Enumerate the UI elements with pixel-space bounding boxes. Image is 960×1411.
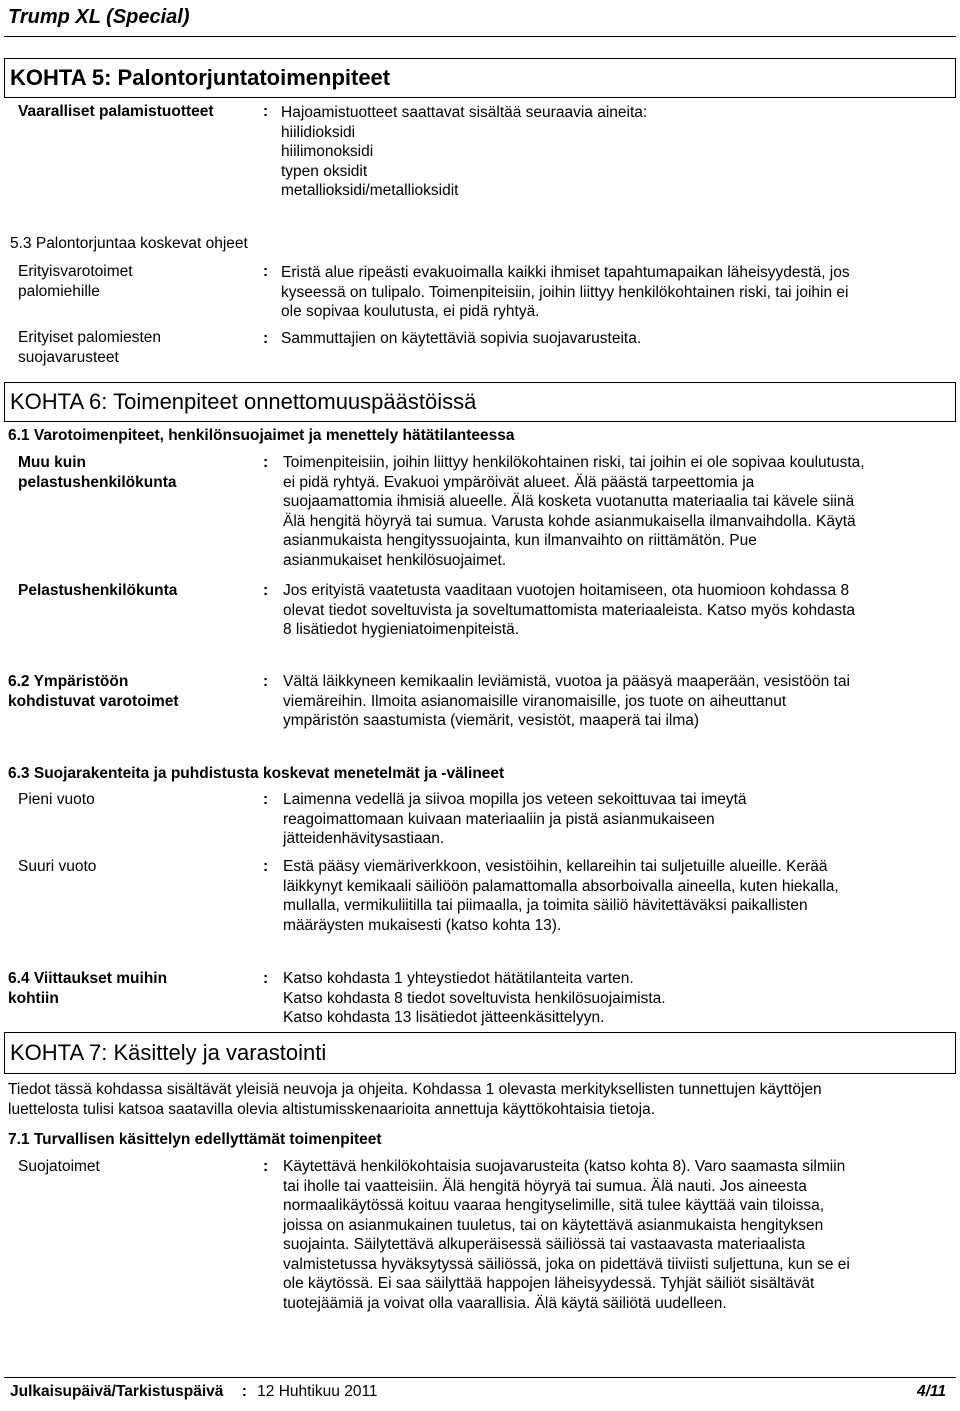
text-line: asianmukaista hengityssuojainta, kun ilmanvaihto on riittämätön. Pue [283, 532, 757, 549]
emergency-label: Pelastushenkilökunta [18, 582, 178, 599]
text-line: typen oksidit [281, 162, 368, 180]
text-line: Estä pääsy viemäriverkkoon, vesistöihin, kellareihin tai suljetuille alueille. Kerää [283, 858, 828, 875]
text-line: joissa on asianmukainen tuuletus, tai on käytettävä asianmukaista hengityksen [283, 1216, 824, 1234]
special-precautions-label [18, 262, 133, 302]
label-line: Erityiset palomiesten [18, 329, 162, 346]
text-line: kyseessä on tulipalo. Toimenpiteisiin, joihin liittyy henkilökohtainen riski, tai joihin ei [281, 283, 849, 301]
text-line: ei pidä ryhtyä. Evakuoi ympäröivät alueet. Älä päästä tarpeettomia ja [283, 473, 755, 491]
text-line: jätteidenhävitysastiaan. [283, 830, 445, 847]
page-number: 4/11 [916, 1383, 946, 1400]
label-line: kohtiin [8, 990, 59, 1007]
text-line: mullalla, vermikuliitilla tai piimaalla, ja toimita säiliö hävitettäväksi paikallisten [283, 897, 808, 914]
text-line: ole sopivaa koulutusta, ei pidä ryhtyä. [281, 303, 540, 320]
subsection-6-3-title: 6.3 Suojarakenteita ja puhdistusta koskevat menetelmät ja -välineet [8, 765, 505, 782]
subsection-6-2-label [8, 672, 179, 712]
label-line: kohdistuvat varotoimet [8, 693, 179, 710]
text-line: Eristä alue ripeästi evakuoimalla kaikki ihmiset tapahtumapaikan läheisyydestä, jos [281, 264, 850, 281]
footer-divider [4, 1377, 956, 1378]
large-spill-value [283, 857, 839, 935]
section6-title: KOHTA 6: Toimenpiteet onnettomuuspäästöissä [10, 389, 477, 414]
label-line: Erityisvarotoimet [18, 263, 133, 280]
text-line: Hajoamistuotteet saattavat sisältää seuraavia aineita: [281, 104, 648, 121]
text-line: suojaamattomia ihmisiä alueelle. Älä kosketa vuotanutta materiaalia tai kävele siinä [283, 493, 855, 510]
footer-date: 12 Huhtikuu 2011 [257, 1383, 378, 1400]
text-line: Katso kohdasta 8 tiedot soveltuvista henkilösuojaimista. [283, 989, 666, 1007]
label-line: 6.4 Viittaukset muihin [8, 970, 168, 987]
colon: : [263, 858, 269, 875]
label-line: palomiehille [18, 283, 100, 300]
text-line: tai iholle tai vaatteisiin. Älä hengitä höyryä tai sumua. Älä nauti. Jos aineesta [283, 1177, 807, 1195]
section7-title: KOHTA 7: Käsittely ja varastointi [10, 1040, 327, 1065]
special-precautions-value [281, 263, 850, 322]
label-line: Muu kuin [18, 454, 87, 471]
text-line: läikkynyt kemikaali säiliöön palamattomalla absorboivalla aineella, kuten hiekalla, [283, 877, 839, 895]
label-line: suojavarusteet [18, 349, 119, 366]
hazardous-products-label: Vaaralliset palamistuotteet [18, 103, 214, 120]
text-line: hiilidioksidi [281, 123, 356, 141]
small-spill-label: Pieni vuoto [18, 791, 95, 808]
emergency-value [283, 581, 855, 640]
colon: : [263, 263, 269, 280]
text-line: Vältä läikkyneen kemikaalin leviämistä, vuotoa ja pääsyä maaperään, vesistöön tai [283, 673, 850, 690]
text-line: hiilimonoksidi [281, 143, 374, 160]
label-line: 6.2 Ympäristöön [8, 673, 129, 690]
large-spill-label: Suuri vuoto [18, 858, 97, 875]
footer-revision [10, 1383, 378, 1401]
text-line: Katso kohdasta 1 yhteystiedot hätätilanteita varten. [283, 970, 634, 987]
section7-intro [8, 1080, 822, 1119]
non-emergency-value [283, 453, 865, 570]
small-spill-value [283, 790, 747, 849]
text-line: olevat tiedot soveltuvista ja soveltumattomista materiaaleista. Katso myös kohdasta [283, 601, 856, 619]
section5-title: KOHTA 5: Palontorjuntatoimenpiteet [10, 65, 391, 90]
text-line: valmistetussa hyväksytyssä säiliössä, joka on pidettävä tiiviisti suljettuna, kun se ei [283, 1255, 850, 1273]
subsection-6-1-title: 6.1 Varotoimenpiteet, henkilönsuojaimet ja menettely hätätilanteessa [8, 427, 515, 444]
text-line: normaalikäytössä koituu vaaraa hengityselimille, sitä tulee käyttää vain tiloissa, [283, 1197, 825, 1214]
hazardous-products-value [281, 103, 647, 201]
text-line: Jos erityistä vaatetusta vaaditaan vuotojen hoitamiseen, ota huomioon kohdassa 8 [283, 582, 850, 599]
text-line: reagoimattomaan kuivaan materiaaliin ja pistä asianmukaiseen [283, 810, 715, 828]
text-line: Käytettävä henkilökohtaisia suojavarusteita (katso kohta 8). Varo saamasta silmiin [283, 1158, 846, 1175]
subsection-6-2-value [283, 672, 850, 731]
text-line: 8 lisätiedot hygieniatoimenpiteistä. [283, 621, 520, 638]
colon: : [263, 791, 269, 808]
subsection-6-4-value [283, 969, 666, 1028]
subsection-7-1-title: 7.1 Turvallisen käsittelyn edellyttämät toimenpiteet [8, 1131, 382, 1148]
text-line: suojainta. Säilytettävä alkuperäisessä säiliössä tai vastaavasta materiaalista [283, 1236, 806, 1253]
protective-measures-label: Suojatoimet [18, 1158, 100, 1175]
header-divider [4, 36, 956, 37]
text-line: Laimenna vedellä ja siivoa mopilla jos veteen sekoittuvaa tai imeytä [283, 791, 747, 808]
text-line: asianmukaiset henkilösuojaimet. [283, 551, 507, 569]
text-line: ole käytössä. Ei saa säilyttää happojen läheisyydessä. Tyhjät säiliöt sisältävät [283, 1275, 815, 1292]
text-line: metallioksidi/metallioksidit [281, 182, 459, 199]
document-title: Trump XL (Special) [8, 6, 190, 28]
footer-label: Julkaisupäivä/Tarkistuspäivä [10, 1383, 224, 1400]
special-equipment-value [281, 329, 641, 349]
label-line: pelastushenkilökunta [18, 474, 177, 491]
text-line: Katso kohdasta 13 lisätiedot jätteenkäsittelyyn. [283, 1009, 605, 1026]
colon: : [241, 1383, 247, 1400]
special-equipment-label [18, 328, 161, 368]
text-line: Toimenpiteisiin, joihin liittyy henkilökohtainen riski, tai joihin ei ole sopivaa koulutusta, [283, 454, 865, 471]
colon: : [263, 970, 269, 987]
text-line: Älä hengitä höyryä tai sumua. Varusta kohde asianmukaisella ilmanvaihdolla. Käytä [283, 512, 856, 530]
text-line: Sammuttajien on käytettäviä sopivia suojavarusteita. [281, 330, 642, 347]
colon: : [263, 673, 269, 690]
text-line: tuotejäämiä ja voivat olla vaarallisia. Älä käytä säiliötä uudelleen. [283, 1294, 727, 1312]
colon: : [263, 103, 269, 120]
protective-measures-value [283, 1157, 850, 1313]
subsection-5-3-title: 5.3 Palontorjuntaa koskevat ohjeet [10, 235, 248, 252]
colon: : [263, 330, 269, 347]
subsection-6-4-label [8, 969, 167, 1009]
text-line: ympäristön saastumista (viemärit, vesistöt, maaperä tai ilma) [283, 712, 700, 729]
text-line: määräysten mukaisesti (katso kohta 13). [283, 916, 562, 934]
colon: : [263, 582, 269, 599]
text-line: Tiedot tässä kohdassa sisältävät yleisiä neuvoja ja ohjeita. Kohdassa 1 olevasta merkityksellisten tunnettujen käyttöjen [8, 1081, 822, 1098]
text-line: luettelosta tulisi katsoa saatavilla olevia altistumisskenaarioita annettuja käyttökohtaisia tietoja. [8, 1100, 656, 1118]
colon: : [263, 1158, 269, 1175]
colon: : [263, 454, 269, 471]
text-line: viemäreihin. Ilmoita asianomaisille viranomaisille, jos tuote on aiheuttanut [283, 692, 787, 710]
non-emergency-label [18, 453, 176, 493]
